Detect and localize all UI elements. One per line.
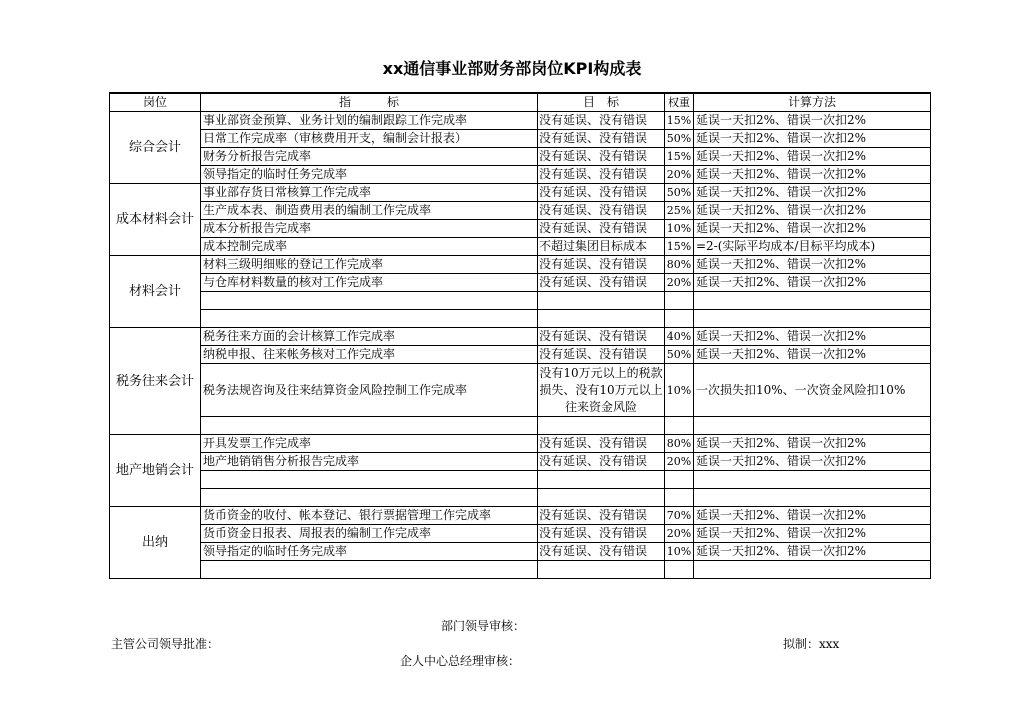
table-row xyxy=(110,346,931,364)
indicator-cell: 纳税申报、往来帐务核对工作完成率 xyxy=(201,346,538,364)
table-row xyxy=(110,130,931,148)
target-cell: 没有10万元以上的税款损失、没有10万元以上往来资金风险 xyxy=(538,364,665,417)
weight-cell: 40% xyxy=(665,328,694,346)
table-body xyxy=(110,112,931,579)
indicator-cell: 事业部存货日常核算工作完成率 xyxy=(201,184,538,202)
weight-cell: 50% xyxy=(665,130,694,148)
indicator-cell: 税务法规咨询及往来结算资金风险控制工作完成率 xyxy=(201,364,538,417)
table-row xyxy=(110,453,931,471)
target-cell: 没有延误、没有错误 xyxy=(538,507,665,525)
indicator-cell: 货币资金的收付、帐本登记、银行票据管理工作完成率 xyxy=(201,507,538,525)
page-title: xx通信事业部财务部岗位KPI构成表 xyxy=(382,59,642,78)
weight-cell: 20% xyxy=(665,166,694,184)
table-row xyxy=(110,166,931,184)
dept-review-label: 部门领导审核： xyxy=(441,619,526,633)
position-cell: 出纳 xyxy=(110,507,201,579)
method-cell: 一次损失扣10%、一次资金风险扣10% xyxy=(694,364,931,417)
table-row xyxy=(110,238,931,256)
weight-cell: 10% xyxy=(665,543,694,561)
table-header-row xyxy=(110,93,931,112)
target-cell: 没有延误、没有错误 xyxy=(538,525,665,543)
method-cell: =2-(实际平均成本/目标平均成本) xyxy=(694,238,931,256)
weight-cell: 10% xyxy=(665,220,694,238)
indicator-cell: 领导指定的临时任务完成率 xyxy=(201,543,538,561)
target-cell: 没有延误、没有错误 xyxy=(538,202,665,220)
target-cell: 没有延误、没有错误 xyxy=(538,130,665,148)
target-cell: 没有延误、没有错误 xyxy=(538,328,665,346)
weight-cell: 15% xyxy=(665,238,694,256)
header-indicator: 指 标 xyxy=(201,93,538,112)
table-row xyxy=(110,507,931,525)
target-cell xyxy=(538,292,665,310)
table-row xyxy=(110,274,931,292)
indicator-cell: 开具发票工作完成率 xyxy=(201,435,538,453)
weight-cell: 15% xyxy=(665,112,694,130)
method-cell: 延误一天扣2%、错误一次扣2% xyxy=(694,543,931,561)
indicator-cell: 领导指定的临时任务完成率 xyxy=(201,166,538,184)
indicator-cell xyxy=(201,417,538,435)
method-cell: 延误一天扣2%、错误一次扣2% xyxy=(694,453,931,471)
table-row xyxy=(110,256,931,274)
method-cell: 延误一天扣2%、错误一次扣2% xyxy=(694,184,931,202)
table-row xyxy=(110,112,931,130)
target-cell xyxy=(538,471,665,489)
table-row xyxy=(110,525,931,543)
target-cell: 没有延误、没有错误 xyxy=(538,112,665,130)
table-row xyxy=(110,364,931,417)
target-cell xyxy=(538,561,665,579)
table-row xyxy=(110,184,931,202)
indicator-cell: 成本分析报告完成率 xyxy=(201,220,538,238)
table-row xyxy=(110,489,931,507)
position-cell: 综合会计 xyxy=(110,112,201,184)
table-row xyxy=(110,543,931,561)
method-cell: 延误一天扣2%、错误一次扣2% xyxy=(694,507,931,525)
weight-cell xyxy=(665,489,694,507)
method-cell xyxy=(694,561,931,579)
indicator-cell: 货币资金日报表、周报表的编制工作完成率 xyxy=(201,525,538,543)
table-row xyxy=(110,471,931,489)
target-cell: 没有延误、没有错误 xyxy=(538,220,665,238)
target-cell: 没有延误、没有错误 xyxy=(538,256,665,274)
method-cell: 延误一天扣2%、错误一次扣2% xyxy=(694,166,931,184)
weight-cell: 10% xyxy=(665,364,694,417)
position-cell: 地产地销会计 xyxy=(110,435,201,507)
method-cell xyxy=(694,417,931,435)
weight-cell: 50% xyxy=(665,184,694,202)
indicator-cell xyxy=(201,489,538,507)
indicator-cell: 生产成本表、制造费用表的编制工作完成率 xyxy=(201,202,538,220)
indicator-cell: 成本控制完成率 xyxy=(201,238,538,256)
target-cell: 没有延误、没有错误 xyxy=(538,346,665,364)
indicator-cell: 财务分析报告完成率 xyxy=(201,148,538,166)
indicator-cell xyxy=(201,310,538,328)
indicator-cell: 日常工作完成率（审核费用开支，编制会计报表） xyxy=(201,130,538,148)
header-target: 目 标 xyxy=(538,93,665,112)
table-row xyxy=(110,328,931,346)
table-row xyxy=(110,220,931,238)
indicator-cell: 地产地销销售分析报告完成率 xyxy=(201,453,538,471)
company-approval-label: 主管公司领导批准： xyxy=(111,637,220,651)
method-cell xyxy=(694,310,931,328)
indicator-cell xyxy=(201,292,538,310)
target-cell: 不超过集团目标成本 xyxy=(538,238,665,256)
table-row xyxy=(110,202,931,220)
header-weight: 权重 xyxy=(665,93,694,112)
position-cell: 成本材料会计 xyxy=(110,184,201,256)
position-cell: 材料会计 xyxy=(110,256,201,328)
weight-cell: 80% xyxy=(665,256,694,274)
method-cell: 延误一天扣2%、错误一次扣2% xyxy=(694,346,931,364)
method-cell: 延误一天扣2%、错误一次扣2% xyxy=(694,220,931,238)
indicator-cell xyxy=(201,561,538,579)
table-row xyxy=(110,417,931,435)
indicator-cell: 税务往来方面的会计核算工作完成率 xyxy=(201,328,538,346)
target-cell: 没有延误、没有错误 xyxy=(538,543,665,561)
target-cell: 没有延误、没有错误 xyxy=(538,453,665,471)
weight-cell: 70% xyxy=(665,507,694,525)
indicator-cell xyxy=(201,471,538,489)
method-cell: 延误一天扣2%、错误一次扣2% xyxy=(694,202,931,220)
table-row xyxy=(110,292,931,310)
method-cell xyxy=(694,292,931,310)
method-cell: 延误一天扣2%、错误一次扣2% xyxy=(694,112,931,130)
weight-cell xyxy=(665,471,694,489)
target-cell: 没有延误、没有错误 xyxy=(538,184,665,202)
table-row xyxy=(110,310,931,328)
target-cell: 没有延误、没有错误 xyxy=(538,166,665,184)
weight-cell: 20% xyxy=(665,453,694,471)
indicator-cell: 与仓库材料数量的核对工作完成率 xyxy=(201,274,538,292)
weight-cell xyxy=(665,417,694,435)
method-cell: 延误一天扣2%、错误一次扣2% xyxy=(694,148,931,166)
position-cell: 税务往来会计 xyxy=(110,328,201,435)
table-row xyxy=(110,561,931,579)
weight-cell: 20% xyxy=(665,525,694,543)
target-cell: 没有延误、没有错误 xyxy=(538,148,665,166)
weight-cell xyxy=(665,310,694,328)
method-cell xyxy=(694,489,931,507)
method-cell: 延误一天扣2%、错误一次扣2% xyxy=(694,256,931,274)
target-cell xyxy=(538,417,665,435)
drafted-by-label: 拟制：xxx xyxy=(783,637,840,651)
method-cell: 延误一天扣2%、错误一次扣2% xyxy=(694,435,931,453)
target-cell xyxy=(538,489,665,507)
table-row xyxy=(110,148,931,166)
method-cell: 延误一天扣2%、错误一次扣2% xyxy=(694,525,931,543)
method-cell: 延误一天扣2%、错误一次扣2% xyxy=(694,274,931,292)
weight-cell: 15% xyxy=(665,148,694,166)
indicator-cell: 事业部资金预算、业务计划的编制跟踪工作完成率 xyxy=(201,112,538,130)
target-cell xyxy=(538,310,665,328)
header-position: 岗位 xyxy=(110,93,201,112)
method-cell: 延误一天扣2%、错误一次扣2% xyxy=(694,130,931,148)
weight-cell: 20% xyxy=(665,274,694,292)
kpi-table xyxy=(109,92,931,579)
weight-cell: 50% xyxy=(665,346,694,364)
weight-cell xyxy=(665,292,694,310)
method-cell: 延误一天扣2%、错误一次扣2% xyxy=(694,328,931,346)
target-cell: 没有延误、没有错误 xyxy=(538,435,665,453)
weight-cell xyxy=(665,561,694,579)
target-cell: 没有延误、没有错误 xyxy=(538,274,665,292)
weight-cell: 80% xyxy=(665,435,694,453)
indicator-cell: 材料三级明细账的登记工作完成率 xyxy=(201,256,538,274)
header-method: 计算方法 xyxy=(694,93,931,112)
table-row xyxy=(110,435,931,453)
method-cell xyxy=(694,471,931,489)
gm-review-label: 企人中心总经理审核： xyxy=(400,654,521,668)
weight-cell: 25% xyxy=(665,202,694,220)
